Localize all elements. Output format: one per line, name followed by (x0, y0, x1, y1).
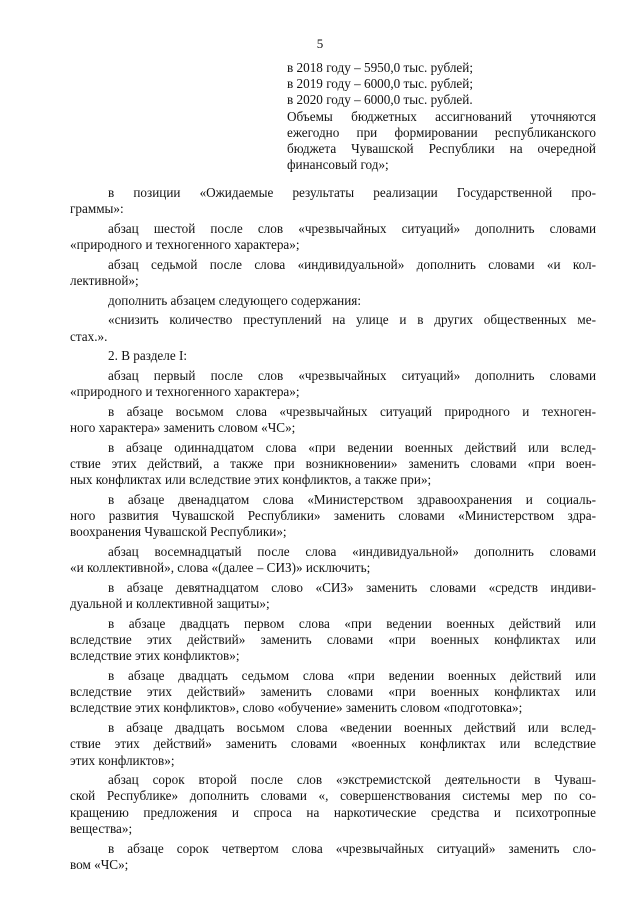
paragraph-line: в абзаце девятнадцатом слово «СИЗ» заменить словами «средств индиви- (108, 579, 596, 595)
funding-note-line: Объемы бюджетных ассигнований уточняются (287, 108, 596, 124)
funding-line-2019: в 2019 году – 6000,0 тыс. рублей; (287, 76, 473, 92)
paragraph-line: 2. В разделе I: (108, 348, 188, 364)
funding-note-line: финансовый год»; (287, 157, 389, 173)
paragraph (70, 491, 596, 541)
paragraph-line: ного развития Чувашской Республики» заменить словами «Министерством здра- (70, 508, 596, 524)
paragraph-line: вследствие этих действий» заменить словами «при военных конфликтах или (70, 684, 596, 700)
paragraph-line: ской Республике» дополнить словами «, совершенствования системы мер по со- (70, 788, 596, 804)
paragraph-line: абзац сорок второй после слов «экстремистской деятельности в Чуваш- (108, 772, 596, 788)
paragraph-line: «природного и техногенного характера»; (70, 237, 300, 253)
funding-note-line: бюджета Чувашской Республики на очередной (287, 141, 596, 157)
paragraph (70, 439, 596, 489)
paragraph-line: кращению предложения и спроса на наркотические средства и психотропные (70, 804, 596, 820)
page-number: 5 (316, 36, 324, 51)
paragraph (70, 403, 596, 436)
paragraph-line: в абзаце двадцать восьмом слова «ведении военных действий или вслед- (108, 720, 596, 736)
paragraph-line: ствие этих действий» заменить словами «военных конфликтах или вследствие (70, 736, 596, 752)
paragraph-line: стах.». (70, 328, 108, 344)
paragraph (70, 579, 596, 612)
paragraph-line: вещества»; (70, 820, 133, 836)
paragraph (70, 772, 596, 837)
paragraph-line: абзац первый после слов «чрезвычайных ситуаций» дополнить словами (108, 368, 596, 384)
funding-volume-block (287, 60, 596, 173)
paragraph (70, 544, 596, 576)
paragraph-line: ного характера» заменить словом «ЧС»; (70, 420, 296, 436)
paragraph (70, 840, 596, 873)
paragraph-line: «природного и техногенного характера»; (70, 384, 300, 400)
paragraph (70, 256, 596, 289)
funding-line-2020: в 2020 году – 6000,0 тыс. рублей. (287, 92, 473, 108)
paragraph-line: вом «ЧС»; (70, 856, 129, 872)
paragraph-line: абзац восемнадцатый после слова «индивидуальной» дополнить словами (108, 544, 596, 560)
paragraph-line: этих конфликтов»; (70, 752, 175, 768)
paragraph-line: абзац седьмой после слова «индивидуальной» дополнить словами «и кол- (108, 256, 596, 272)
paragraph-line: ных конфликтах или вследствие этих конфликтов, а также при»; (70, 472, 432, 488)
paragraph-line: вследствие этих действий» заменить словами «при военных конфликтах или (70, 632, 596, 648)
paragraph-line: граммы»: (70, 201, 124, 217)
funding-note-line: ежегодно при формировании республиканского (287, 124, 596, 140)
paragraph (70, 667, 596, 717)
section-heading (108, 348, 596, 364)
paragraph-line: в абзаце двадцать седьмом слова «при ведении военных действий или (108, 667, 596, 683)
paragraph (70, 368, 596, 400)
paragraph (70, 312, 596, 344)
paragraph-line: в абзаце двадцать первом слова «при ведении военных действий или (108, 615, 596, 631)
paragraph-line: вследствие этих конфликтов», слово «обучение» заменить словом «подготовка»; (70, 700, 523, 716)
funding-line-2018: в 2018 году – 5950,0 тыс. рублей; (287, 60, 473, 75)
paragraph-line: «снизить количество преступлений на улице и в других общественных ме- (108, 312, 596, 328)
paragraph-line: ствие этих действий, а также при возникновении» заменить словами «при воен- (70, 456, 596, 472)
paragraph (70, 615, 596, 665)
paragraph-line: в абзаце двенадцатом слова «Министерством здравоохранения и социаль- (108, 491, 596, 507)
paragraph-line: «и коллективной», слова «(далее – СИЗ)» исключить; (70, 560, 371, 576)
paragraph (70, 185, 596, 217)
paragraph-line: лективной»; (70, 273, 139, 289)
paragraph-line: абзац шестой после слов «чрезвычайных ситуаций» дополнить словами (108, 220, 596, 236)
paragraph-line: дуальной и коллективной защиты»; (70, 596, 270, 612)
paragraph-line: в абзаце сорок четвертом слова «чрезвычайных ситуаций» заменить сло- (108, 840, 596, 856)
paragraph-line: дополнить абзацем следующего содержания: (108, 292, 362, 308)
paragraph-line: воохранения Чувашской Республики»; (70, 524, 287, 540)
paragraph (70, 220, 596, 253)
paragraph-line: в позиции «Ожидаемые результаты реализации Государственной про- (108, 185, 596, 200)
paragraph-line: в абзаце восьмом слова «чрезвычайных ситуаций природного и техноген- (108, 403, 596, 419)
amendments-body (70, 185, 596, 873)
paragraph-line: вследствие этих конфликтов»; (70, 648, 240, 664)
paragraph (70, 720, 596, 769)
paragraph (108, 293, 596, 309)
paragraph-line: в абзаце одиннадцатом слова «при ведении военных действий или вслед- (108, 439, 596, 455)
